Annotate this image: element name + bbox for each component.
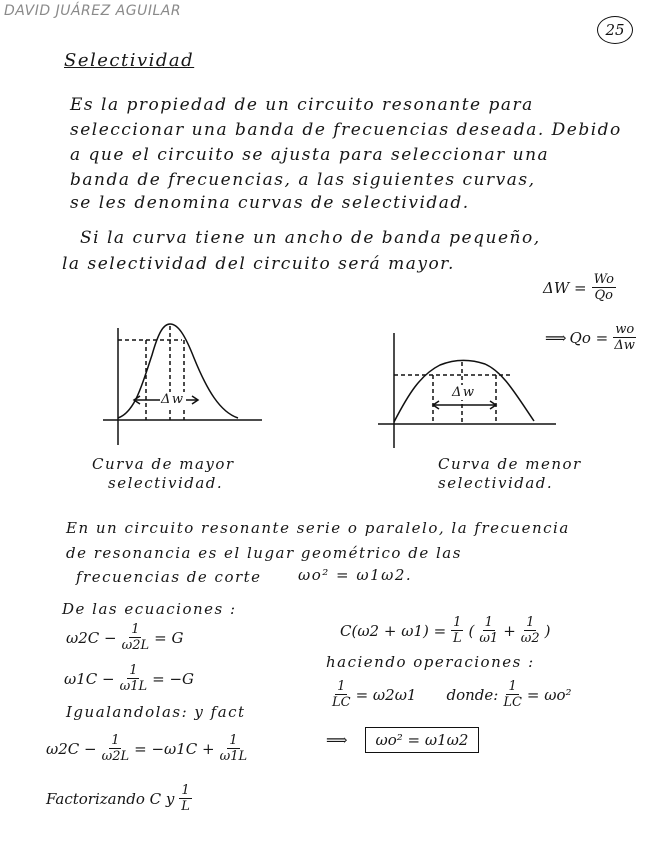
eq1-den: ω2L (121, 638, 150, 653)
equation-2 (64, 664, 194, 693)
red-eq1-den: Qo (594, 288, 613, 303)
eq3-fraction-2 (220, 734, 248, 763)
factor-num: 1 (181, 783, 190, 798)
eq2-num: 1 (129, 663, 138, 678)
r1-num: 1 (453, 615, 462, 630)
paragraph-3-formula: ωo² = ω1ω2. (298, 566, 413, 584)
result-2: haciendo operaciones : (326, 653, 535, 671)
result-1 (340, 616, 551, 645)
left-caption-line: selectividad. (108, 474, 224, 492)
r3-a: = ω2ω1 (355, 685, 417, 704)
paragraph-3-line: de resonancia es el lugar geométrico de las (66, 544, 462, 562)
eq3-a: ω2C − (46, 739, 97, 758)
result-arrow: ⟹ (326, 731, 348, 749)
eq3-num1: 1 (111, 733, 120, 748)
right-graph-bandwidth-label: Δw (452, 385, 476, 400)
eq2-den: ω1L (119, 679, 148, 694)
eq2-fraction (120, 664, 148, 693)
factor-den: L (181, 799, 190, 814)
result-3 (330, 680, 572, 709)
eq3-den2: ω1L (219, 749, 248, 764)
author-watermark: DAVID JUÁREZ AGUILAR (4, 3, 182, 19)
r3-den2: LC (503, 695, 522, 710)
left-caption-line: Curva de mayor (92, 455, 235, 473)
r3-c: = ωo² (526, 685, 572, 704)
eq2-b: = −G (152, 669, 194, 688)
left-graph-bandwidth-label: Δw (161, 392, 185, 407)
factor-text: Factorizando C y (46, 789, 175, 808)
paragraph-1-line: seleccionar una banda de frecuencias deseada. Debido (70, 120, 622, 140)
equations-intro: De las ecuaciones : (62, 600, 237, 618)
paragraph-1-line: se les denomina curvas de selectividad. (70, 193, 470, 213)
r1-den: L (452, 631, 462, 646)
r1-plus: + (503, 621, 516, 640)
right-caption-line: selectividad. (438, 474, 554, 492)
r1-fraction-1 (451, 616, 463, 645)
red-eq1-num: Wo (593, 272, 614, 287)
r1-fraction-2 (479, 616, 498, 645)
eq3-fraction-1 (102, 734, 130, 763)
left-graph (103, 324, 262, 445)
r1-fraction-3 (521, 616, 540, 645)
eq3-den1: ω2L (101, 749, 130, 764)
eq3-num2: 1 (229, 733, 238, 748)
r1-close-paren: ) (544, 621, 551, 640)
red-eq2-den: Δw (614, 338, 635, 353)
factor-line (46, 784, 194, 813)
red-eq2-num: wo (615, 322, 635, 337)
right-caption-line: Curva de menor (438, 455, 582, 473)
final-result (326, 727, 479, 753)
r3-num2: 1 (508, 679, 517, 694)
paragraph-1-line: banda de frecuencias, a las siguientes curvas, (70, 170, 536, 190)
paragraph-3-line: frecuencias de corte (76, 568, 262, 586)
r3-fraction (332, 680, 351, 709)
paragraph-3-line: En un circuito resonante serie o paralelo, la frecuencia (66, 519, 570, 537)
red-eq2-lhs: Qo = (569, 328, 609, 347)
r1-den3: ω2 (520, 631, 540, 646)
r1-num3: 1 (526, 615, 535, 630)
eq1-b: = G (154, 628, 184, 647)
r3-b: donde: (446, 685, 499, 704)
r1-a: C(ω2 + ω1) = (340, 621, 447, 640)
r3-den: LC (332, 695, 351, 710)
equations-igualando: Igualandolas: y fact (66, 703, 246, 721)
paragraph-2-line: Si la curva tiene un ancho de banda pequeño, (80, 228, 541, 248)
r1-open-paren: ( (468, 621, 475, 640)
red-eq1-lhs: ΔW = (543, 278, 587, 297)
page-number-text: 25 (605, 21, 625, 39)
eq1-num: 1 (131, 622, 140, 637)
eq3-b: = −ω1C + (134, 739, 215, 758)
paragraph-1-line: a que el circuito se ajusta para seleccionar una (70, 145, 550, 165)
r1-den2: ω1 (479, 631, 499, 646)
equation-1 (66, 623, 183, 652)
r1-num2: 1 (484, 615, 493, 630)
factor-fraction (179, 784, 191, 813)
equation-3 (46, 734, 249, 763)
r3-fraction-2 (503, 680, 522, 709)
paragraph-1-line: Es la propiedad de un circuito resonante para (70, 95, 534, 115)
eq1-a: ω2C − (66, 628, 117, 647)
eq1-fraction (122, 623, 150, 652)
paragraph-2-line: la selectividad del circuito será mayor. (62, 254, 455, 274)
eq2-a: ω1C − (64, 669, 115, 688)
boxed-result: ωo² = ω1ω2 (365, 727, 480, 753)
page-title: Selectividad (64, 50, 195, 71)
r3-num: 1 (337, 679, 346, 694)
red-arrow: ⟹ (545, 328, 567, 347)
